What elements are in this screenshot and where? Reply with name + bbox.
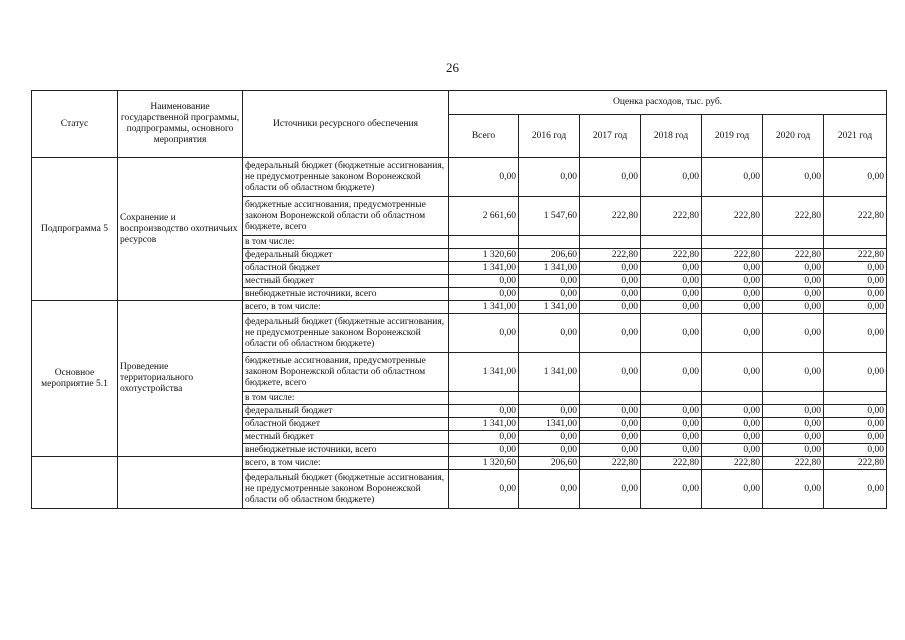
value-cell: 0,00 [702, 158, 763, 197]
value-cell: 0,00 [519, 405, 580, 418]
value-cell [580, 236, 641, 249]
status-cell [32, 457, 118, 509]
value-cell: 0,00 [702, 431, 763, 444]
value-cell: 0,00 [702, 262, 763, 275]
value-cell: 0,00 [763, 405, 824, 418]
value-cell: 1 341,00 [449, 353, 519, 392]
header-year: 2017 год [580, 115, 641, 158]
value-cell: 222,80 [763, 197, 824, 236]
value-cell: 222,80 [702, 197, 763, 236]
value-cell: 0,00 [580, 431, 641, 444]
value-cell: 0,00 [580, 262, 641, 275]
header-year: 2019 год [702, 115, 763, 158]
value-cell: 0,00 [824, 418, 887, 431]
value-cell: 0,00 [449, 288, 519, 301]
value-cell: 0,00 [763, 288, 824, 301]
value-cell: 222,80 [763, 457, 824, 470]
source-cell: областной бюджет [243, 262, 449, 275]
source-cell: местный бюджет [243, 275, 449, 288]
value-cell: 222,80 [702, 249, 763, 262]
source-cell: федеральный бюджет (бюджетные ассигнования, не предусмотренные законом Воронежской области об областном бюджете) [243, 158, 449, 197]
page-number: 26 [446, 60, 459, 75]
table-row [32, 158, 887, 197]
value-cell: 222,80 [641, 249, 702, 262]
value-cell [449, 392, 519, 405]
value-cell: 0,00 [702, 418, 763, 431]
value-cell: 0,00 [824, 158, 887, 197]
value-cell: 222,80 [824, 249, 887, 262]
value-cell: 222,80 [580, 457, 641, 470]
value-cell: 0,00 [824, 470, 887, 509]
value-cell: 0,00 [580, 418, 641, 431]
value-cell: 1 547,60 [519, 197, 580, 236]
value-cell: 0,00 [449, 158, 519, 197]
value-cell: 0,00 [519, 275, 580, 288]
value-cell: 222,80 [702, 457, 763, 470]
value-cell: 0,00 [763, 158, 824, 197]
value-cell: 0,00 [580, 275, 641, 288]
value-cell [641, 236, 702, 249]
value-cell: 0,00 [519, 431, 580, 444]
header-year: 2016 год [519, 115, 580, 158]
value-cell: 1 341,00 [449, 301, 519, 314]
value-cell: 0,00 [449, 405, 519, 418]
value-cell: 1 341,00 [449, 262, 519, 275]
header-estimate: Оценка расходов, тыс. руб. [449, 91, 887, 115]
value-cell: 0,00 [580, 314, 641, 353]
value-cell [763, 392, 824, 405]
value-cell: 0,00 [580, 301, 641, 314]
value-cell: 0,00 [763, 353, 824, 392]
value-cell: 222,80 [641, 457, 702, 470]
source-cell: бюджетные ассигнования, предусмотренные законом Воронежской области об областном бюджете, всего [243, 353, 449, 392]
value-cell: 0,00 [519, 158, 580, 197]
value-cell: 0,00 [702, 353, 763, 392]
value-cell: 1341,00 [519, 418, 580, 431]
value-cell: 1 341,00 [519, 301, 580, 314]
value-cell [641, 392, 702, 405]
value-cell: 0,00 [580, 353, 641, 392]
value-cell: 0,00 [824, 288, 887, 301]
source-cell: всего, в том числе: [243, 457, 449, 470]
source-cell: внебюджетные источники, всего [243, 288, 449, 301]
value-cell: 0,00 [449, 275, 519, 288]
value-cell: 0,00 [702, 314, 763, 353]
value-cell: 1 320,60 [449, 249, 519, 262]
value-cell: 0,00 [763, 444, 824, 457]
value-cell: 0,00 [641, 158, 702, 197]
value-cell: 0,00 [702, 288, 763, 301]
value-cell: 1 341,00 [519, 353, 580, 392]
program-name-cell: Проведение территориального охотустройства [118, 301, 243, 457]
value-cell: 222,80 [824, 457, 887, 470]
value-cell [519, 236, 580, 249]
value-cell: 0,00 [763, 275, 824, 288]
value-cell: 0,00 [641, 444, 702, 457]
source-cell: областной бюджет [243, 418, 449, 431]
value-cell: 0,00 [580, 405, 641, 418]
source-cell: бюджетные ассигнования, предусмотренные законом Воронежской области об областном бюджете, всего [243, 197, 449, 236]
value-cell: 0,00 [763, 418, 824, 431]
source-cell: внебюджетные источники, всего [243, 444, 449, 457]
value-cell: 0,00 [641, 301, 702, 314]
value-cell: 0,00 [702, 444, 763, 457]
source-cell: местный бюджет [243, 431, 449, 444]
value-cell: 0,00 [641, 275, 702, 288]
value-cell: 0,00 [824, 275, 887, 288]
value-cell: 0,00 [641, 431, 702, 444]
value-cell: 0,00 [580, 158, 641, 197]
table-row [32, 301, 887, 314]
value-cell: 222,80 [580, 249, 641, 262]
table-row [32, 457, 887, 470]
value-cell: 0,00 [763, 314, 824, 353]
value-cell [702, 392, 763, 405]
status-cell: Подпрограмма 5 [32, 158, 118, 301]
value-cell: 0,00 [824, 431, 887, 444]
header-year: 2018 год [641, 115, 702, 158]
header-name: Наименование государственной программы, подпрограммы, основного мероприятия [118, 91, 243, 158]
value-cell: 0,00 [702, 301, 763, 314]
value-cell: 0,00 [824, 314, 887, 353]
table-body [32, 158, 887, 509]
value-cell: 206,60 [519, 457, 580, 470]
header-year: 2020 год [763, 115, 824, 158]
value-cell: 0,00 [641, 470, 702, 509]
value-cell: 206,60 [519, 249, 580, 262]
header-year: 2021 год [824, 115, 887, 158]
value-cell: 0,00 [641, 353, 702, 392]
value-cell [824, 236, 887, 249]
header-sources: Источники ресурсного обеспечения [243, 91, 449, 158]
value-cell: 222,80 [763, 249, 824, 262]
value-cell: 222,80 [641, 197, 702, 236]
program-name-cell [118, 457, 243, 509]
source-cell: федеральный бюджет [243, 405, 449, 418]
value-cell: 0,00 [449, 470, 519, 509]
value-cell: 1 320,60 [449, 457, 519, 470]
source-cell: федеральный бюджет [243, 249, 449, 262]
table-header [32, 91, 887, 158]
value-cell: 0,00 [702, 470, 763, 509]
source-cell: федеральный бюджет (бюджетные ассигнования, не предусмотренные законом Воронежской области об областном бюджете) [243, 470, 449, 509]
value-cell: 222,80 [580, 197, 641, 236]
source-cell: федеральный бюджет (бюджетные ассигнования, не предусмотренные законом Воронежской области об областном бюджете) [243, 314, 449, 353]
source-cell: всего, в том числе: [243, 301, 449, 314]
value-cell: 0,00 [702, 275, 763, 288]
value-cell: 0,00 [641, 418, 702, 431]
value-cell: 0,00 [702, 405, 763, 418]
value-cell [702, 236, 763, 249]
value-cell: 0,00 [824, 353, 887, 392]
value-cell [449, 236, 519, 249]
value-cell: 0,00 [449, 431, 519, 444]
value-cell: 0,00 [580, 288, 641, 301]
value-cell: 0,00 [641, 288, 702, 301]
value-cell: 0,00 [519, 444, 580, 457]
value-cell [519, 392, 580, 405]
source-cell: в том числе: [243, 392, 449, 405]
value-cell: 0,00 [763, 301, 824, 314]
value-cell: 0,00 [519, 288, 580, 301]
value-cell: 0,00 [580, 470, 641, 509]
value-cell: 1 341,00 [449, 418, 519, 431]
value-cell: 0,00 [519, 314, 580, 353]
value-cell: 2 661,60 [449, 197, 519, 236]
header-year: Всего [449, 115, 519, 158]
value-cell [763, 236, 824, 249]
status-cell: Основное мероприятие 5.1 [32, 301, 118, 457]
header-status: Статус [32, 91, 118, 158]
value-cell: 0,00 [824, 405, 887, 418]
value-cell [580, 392, 641, 405]
value-cell [824, 392, 887, 405]
value-cell: 0,00 [641, 262, 702, 275]
value-cell: 0,00 [824, 262, 887, 275]
value-cell: 222,80 [824, 197, 887, 236]
value-cell: 0,00 [519, 470, 580, 509]
source-cell: в том числе: [243, 236, 449, 249]
value-cell: 1 341,00 [519, 262, 580, 275]
value-cell: 0,00 [824, 444, 887, 457]
value-cell: 0,00 [641, 314, 702, 353]
value-cell: 0,00 [763, 470, 824, 509]
value-cell: 0,00 [641, 405, 702, 418]
value-cell: 0,00 [449, 314, 519, 353]
value-cell: 0,00 [580, 444, 641, 457]
resource-table [31, 90, 887, 509]
value-cell: 0,00 [763, 431, 824, 444]
program-name-cell: Сохранение и воспроизводство охотничьих ресурсов [118, 158, 243, 301]
value-cell: 0,00 [763, 262, 824, 275]
value-cell: 0,00 [824, 301, 887, 314]
value-cell: 0,00 [449, 444, 519, 457]
